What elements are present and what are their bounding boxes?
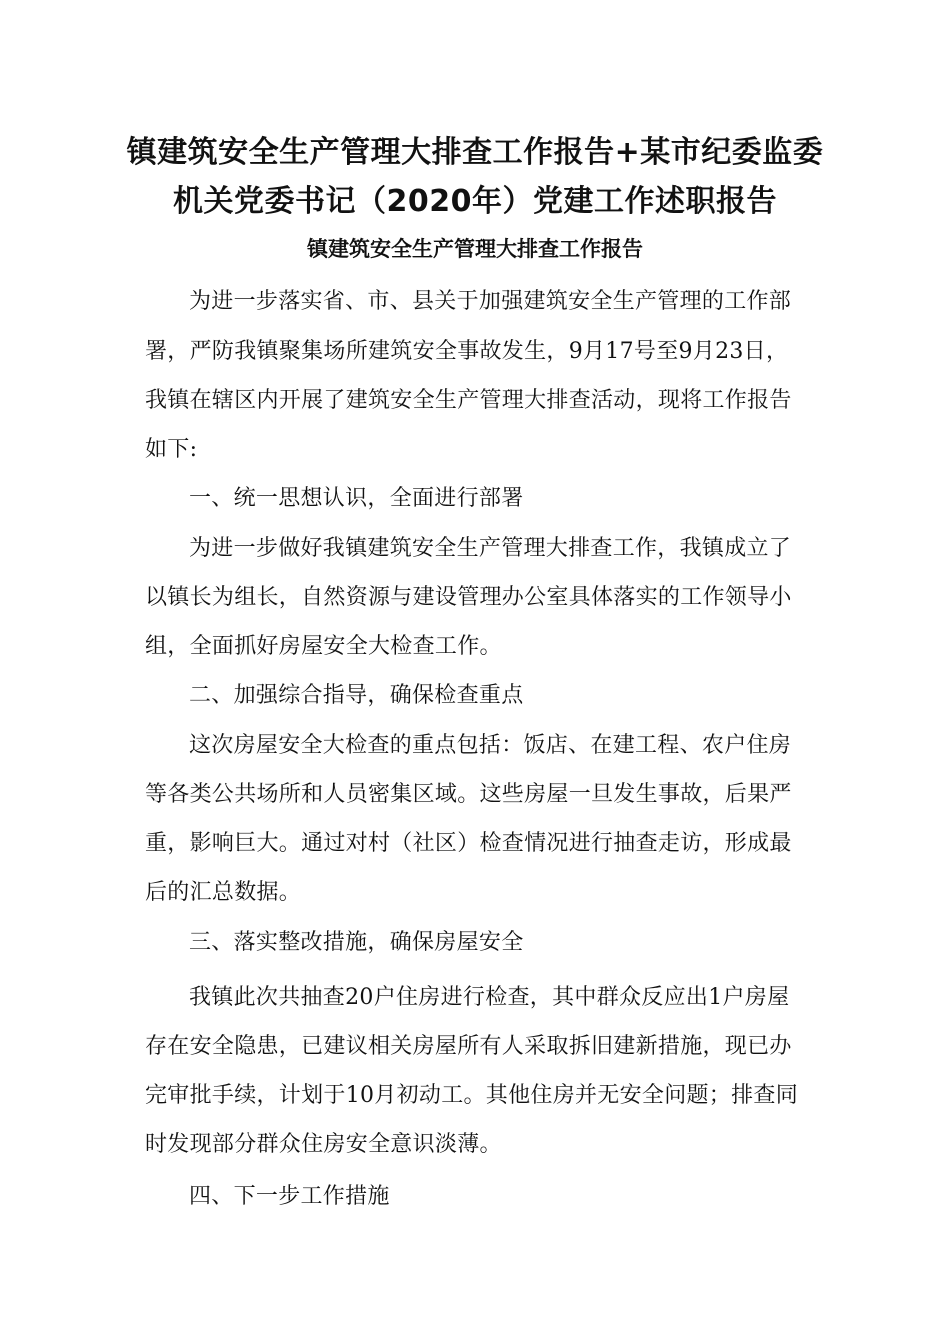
paragraph-line: 署，严防我镇聚集场所建筑安全事故发生，9月17号至9月23日，	[145, 339, 789, 364]
paragraph-line: 重，影响巨大。通过对村（社区）检查情况进行抽查走访，形成最	[145, 831, 792, 856]
paragraph-line: 这次房屋安全大检查的重点包括：饭店、在建工程、农户住房	[189, 733, 792, 758]
paragraph-line: 如下:	[145, 437, 198, 462]
section-heading-1: 一、统一思想认识，全面进行部署	[189, 486, 524, 511]
paragraph-line: 后的汇总数据。	[145, 880, 302, 905]
paragraph-line: 为进一步做好我镇建筑安全生产管理大排查工作，我镇成立了	[189, 536, 792, 561]
paragraph-line: 等各类公共场所和人员密集区域。这些房屋一旦发生事故，后果严	[145, 782, 792, 807]
document-title-line-1: 镇建筑安全生产管理大排查工作报告+某市纪委监委	[126, 135, 824, 170]
paragraph-line: 完审批手续，计划于10月初动工。其他住房并无安全问题；排查同	[145, 1083, 798, 1108]
paragraph-line: 为进一步落实省、市、县关于加强建筑安全生产管理的工作部	[189, 289, 792, 314]
section-heading-2: 二、加强综合指导，确保检查重点	[189, 683, 524, 708]
paragraph-line: 存在安全隐患，已建议相关房屋所有人采取拆旧建新措施，现已办	[145, 1034, 792, 1059]
document-title-line-2: 机关党委书记（2020年）党建工作述职报告	[173, 184, 777, 219]
paragraph-line: 以镇长为组长，自然资源与建设管理办公室具体落实的工作领导小	[145, 585, 792, 610]
report-subtitle: 镇建筑安全生产管理大排查工作报告	[307, 237, 643, 261]
paragraph-line: 时发现部分群众住房安全意识淡薄。	[145, 1132, 502, 1157]
section-heading-4: 四、下一步工作措施	[189, 1184, 390, 1209]
section-heading-3: 三、落实整改措施，确保房屋安全	[189, 930, 524, 955]
paragraph-line: 组，全面抓好房屋安全大检查工作。	[145, 634, 502, 659]
paragraph-line: 我镇在辖区内开展了建筑安全生产管理大排查活动，现将工作报告	[145, 388, 792, 413]
paragraph-line: 我镇此次共抽查20户住房进行检查，其中群众反应出1户房屋	[189, 985, 790, 1010]
